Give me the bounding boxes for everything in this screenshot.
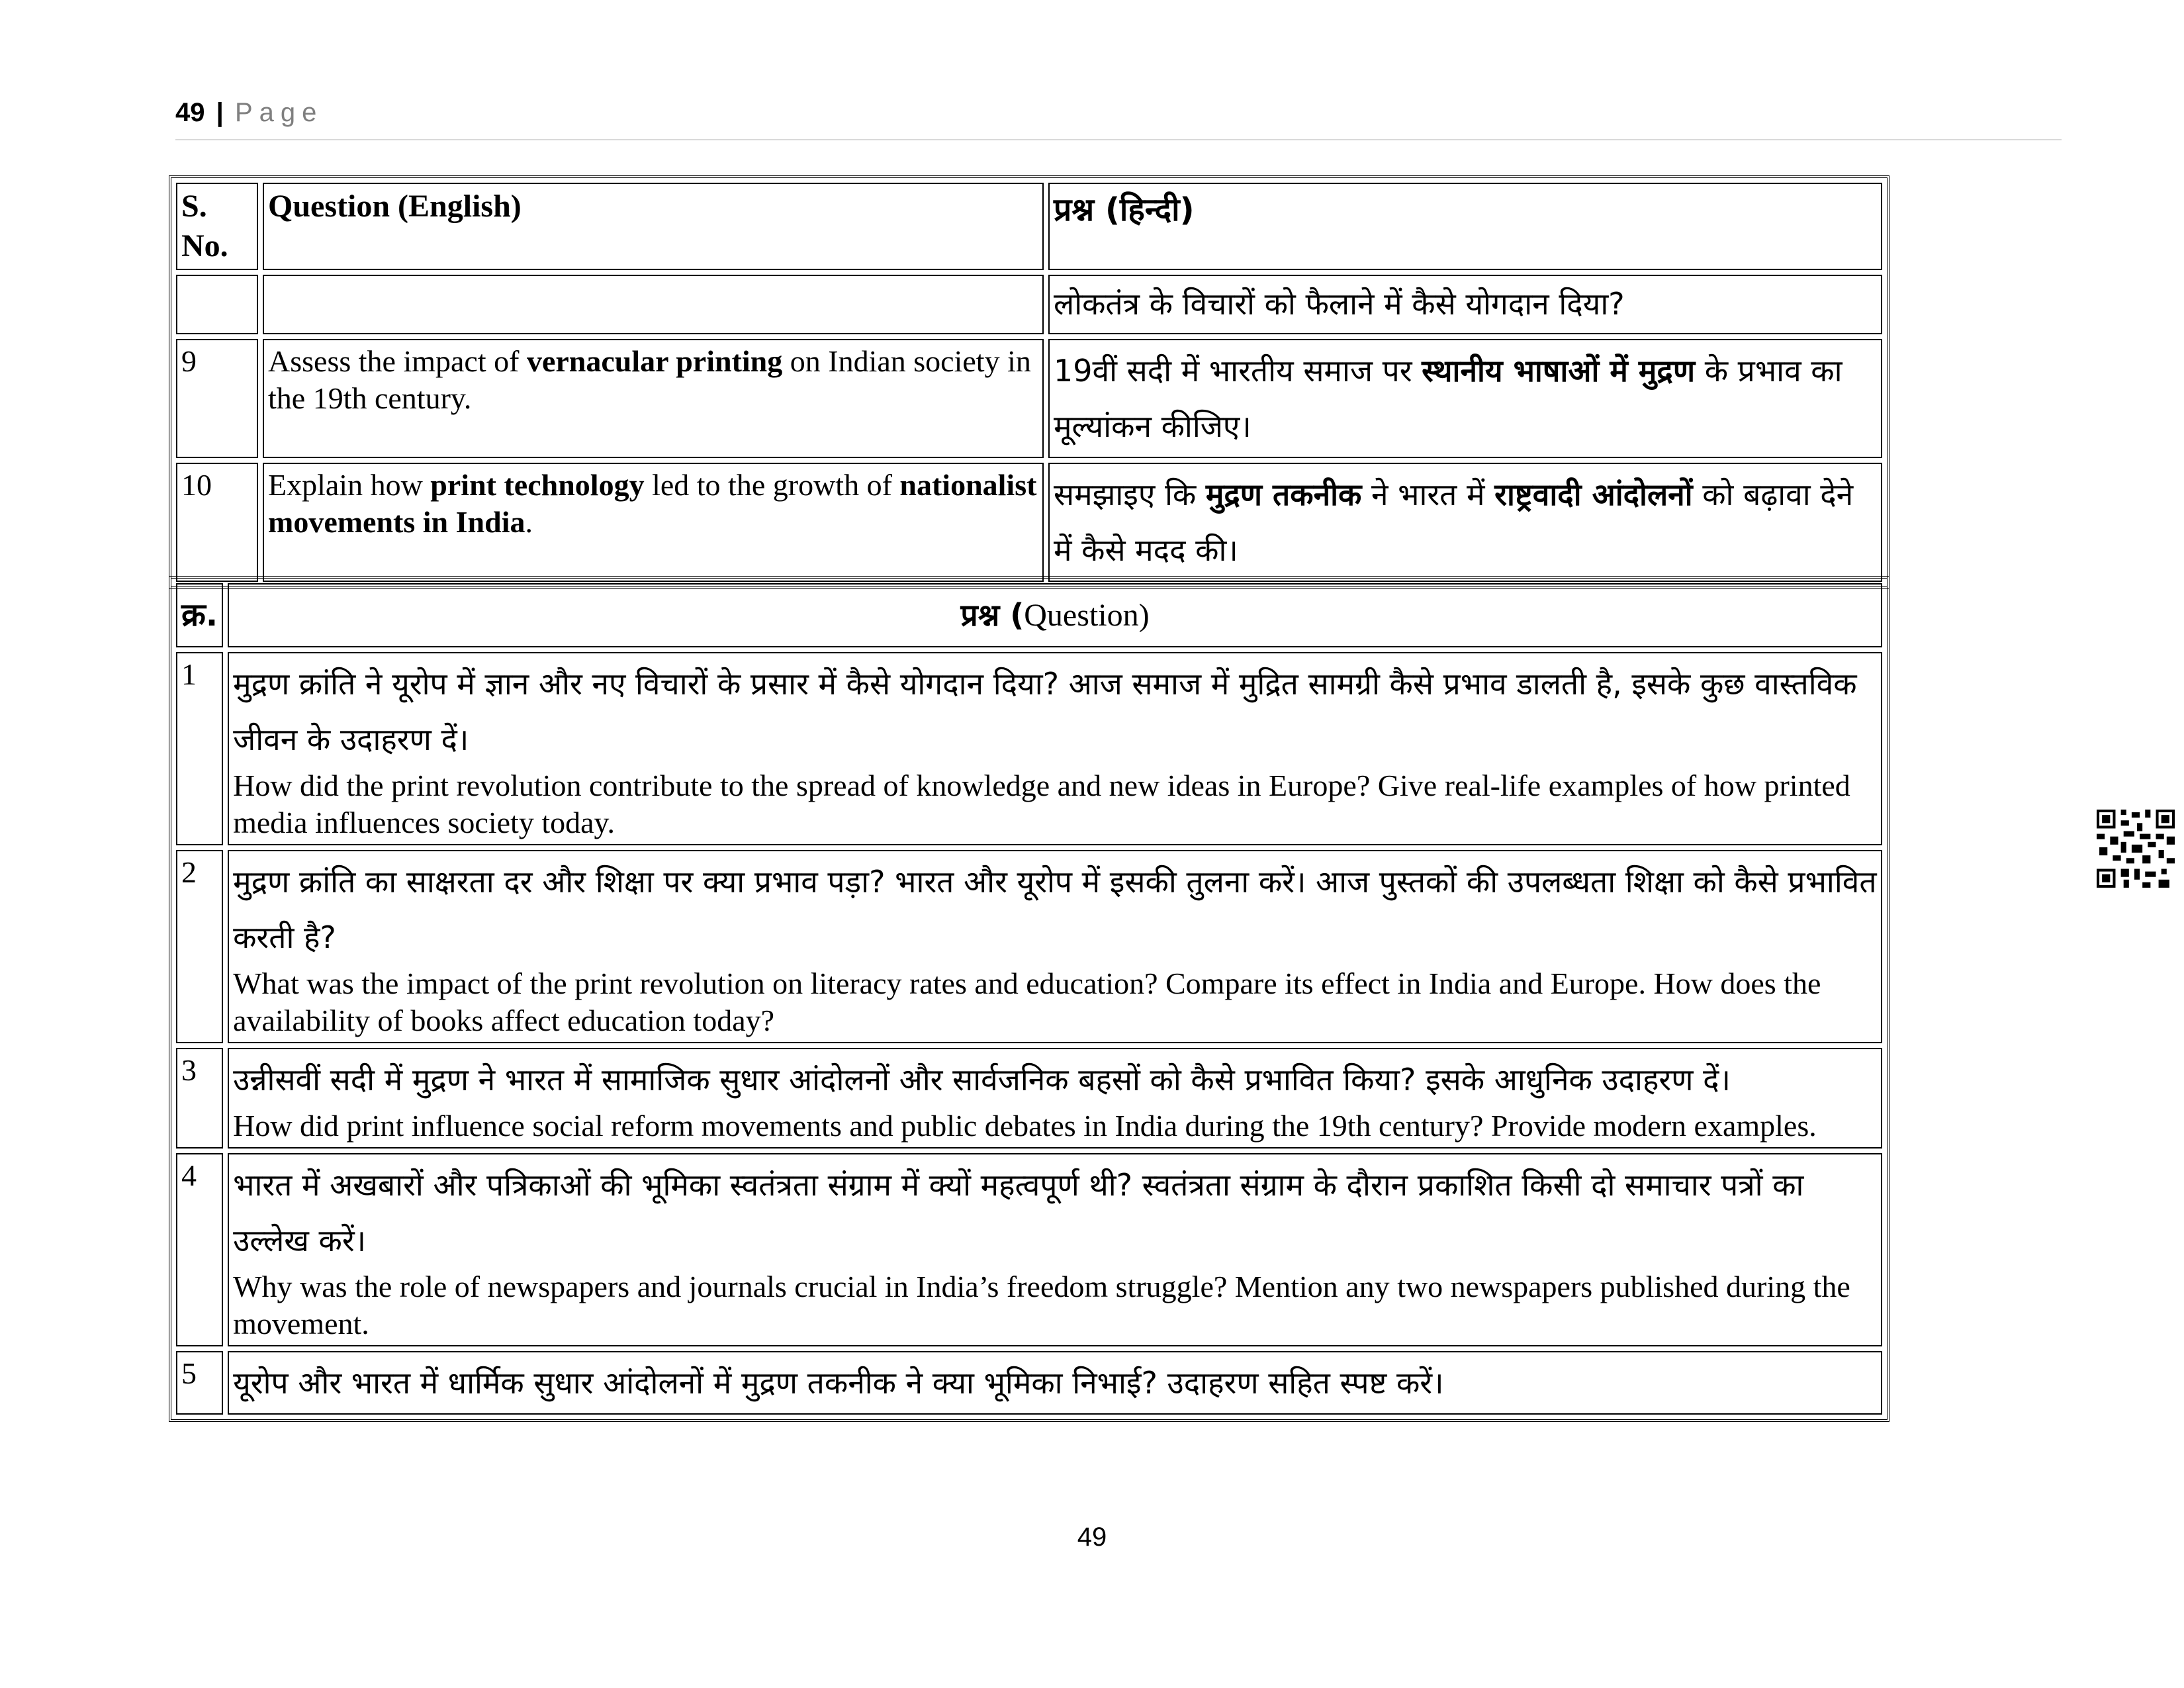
table-row [176, 339, 1882, 458]
question-hindi: मुद्रण क्रांति का साक्षरता दर और शिक्षा पर क्या प्रभाव पड़ा? भारत और यूरोप में इसकी तुलना करें। आज पुस्तकों की उपलब्धता शिक्षा को कैसे प्रभावित करती है? [233, 864, 1877, 955]
table-row [176, 1048, 1882, 1149]
table-row [176, 652, 1882, 845]
question-hindi: यूरोप और भारत में धार्मिक सुधार आंदोलनों में मुद्रण तकनीक ने क्या भूमिका निभाई? उदाहरण सहित स्पष्ट करें। [233, 1365, 1444, 1401]
table-row [176, 463, 1882, 582]
header-page-label: Page [234, 98, 324, 127]
page-footer-number: 49 [1077, 1523, 1107, 1552]
header-page-number: 49 [175, 98, 205, 127]
question-hindi: भारत में अखबारों और पत्रिकाओं की भूमिका स्वतंत्रता संग्राम में क्यों महत्वपूर्ण थी? स्वतंत्रता संग्राम के दौरान प्रकाशित किसी दो समाचार पत्रों का उल्लेख करें। [233, 1167, 1804, 1258]
row-hindi: समझाइए कि मुद्रण तकनीक ने भारत में राष्ट्रवादी आंदोलनों को बढ़ावा देने में कैसे मदद की। [1048, 463, 1882, 582]
page-header [175, 98, 2062, 140]
row-sno: 9 [176, 339, 258, 458]
table-header-row [176, 583, 1882, 647]
row-hindi: 19वीं सदी में भारतीय समाज पर स्थानीय भाषाओं में मुद्रण के प्रभाव का मूल्यांकन कीजिए। [1048, 339, 1882, 458]
table-row [176, 850, 1882, 1043]
row-sno: 3 [176, 1048, 223, 1149]
row-sno: 5 [176, 1351, 223, 1415]
qr-code-icon [2095, 810, 2176, 888]
header-question: प्रश्न (Question) [228, 583, 1882, 647]
row-question [228, 652, 1882, 845]
row-sno: 2 [176, 850, 223, 1043]
question-hindi: उन्नीसवीं सदी में मुद्रण ने भारत में सामाजिक सुधार आंदोलनों और सार्वजनिक बहसों को कैसे प्रभावित किया? इसके आधुनिक उदाहरण दें। [233, 1062, 1731, 1098]
row-question [228, 850, 1882, 1043]
row-english: Explain how print technology led to the growth of nationalist movements in India. [263, 463, 1044, 582]
header-sno: क्र. [176, 583, 223, 647]
table-row [176, 1153, 1882, 1346]
table-row [176, 1351, 1882, 1415]
question-english: How did the print revolution contribute to the spread of knowledge and new ideas in Europe? Give real-life examples of how printed media influences society today. [233, 769, 1850, 839]
bilingual-question-table [169, 175, 1889, 589]
table-row [176, 275, 1882, 334]
table-header-row [176, 183, 1882, 270]
question-table [169, 576, 1889, 1422]
row-english [263, 275, 1044, 334]
row-question [228, 1351, 1882, 1415]
row-sno: 1 [176, 652, 223, 845]
row-sno: 10 [176, 463, 258, 582]
row-question [228, 1153, 1882, 1346]
header-question-hindi: प्रश्न (हिन्दी) [1048, 183, 1882, 270]
question-english: Why was the role of newspapers and journals crucial in India’s freedom struggle? Mention any two newspapers published during the movement. [233, 1270, 1850, 1340]
header-separator: | [216, 98, 224, 127]
row-sno: 4 [176, 1153, 223, 1346]
question-hindi: मुद्रण क्रांति ने यूरोप में ज्ञान और नए विचारों के प्रसार में कैसे योगदान दिया? आज समाज में मुद्रित सामग्री कैसे प्रभाव डालती है, इसके कुछ वास्तविक जीवन के उदाहरण दें। [233, 666, 1857, 757]
question-english: How did print influence social reform movements and public debates in India during the 19th century? Provide modern examples. [233, 1109, 1817, 1143]
header-question-english: Question (English) [263, 183, 1044, 270]
row-sno [176, 275, 258, 334]
question-english: What was the impact of the print revolution on literacy rates and education? Compare its effect in India and Europe. How does the availability of books affect education today? [233, 966, 1821, 1037]
row-hindi: लोकतंत्र के विचारों को फैलाने में कैसे योगदान दिया? [1048, 275, 1882, 334]
row-english: Assess the impact of vernacular printing on Indian society in the 19th century. [263, 339, 1044, 458]
row-question [228, 1048, 1882, 1149]
header-sno: S. No. [176, 183, 258, 270]
